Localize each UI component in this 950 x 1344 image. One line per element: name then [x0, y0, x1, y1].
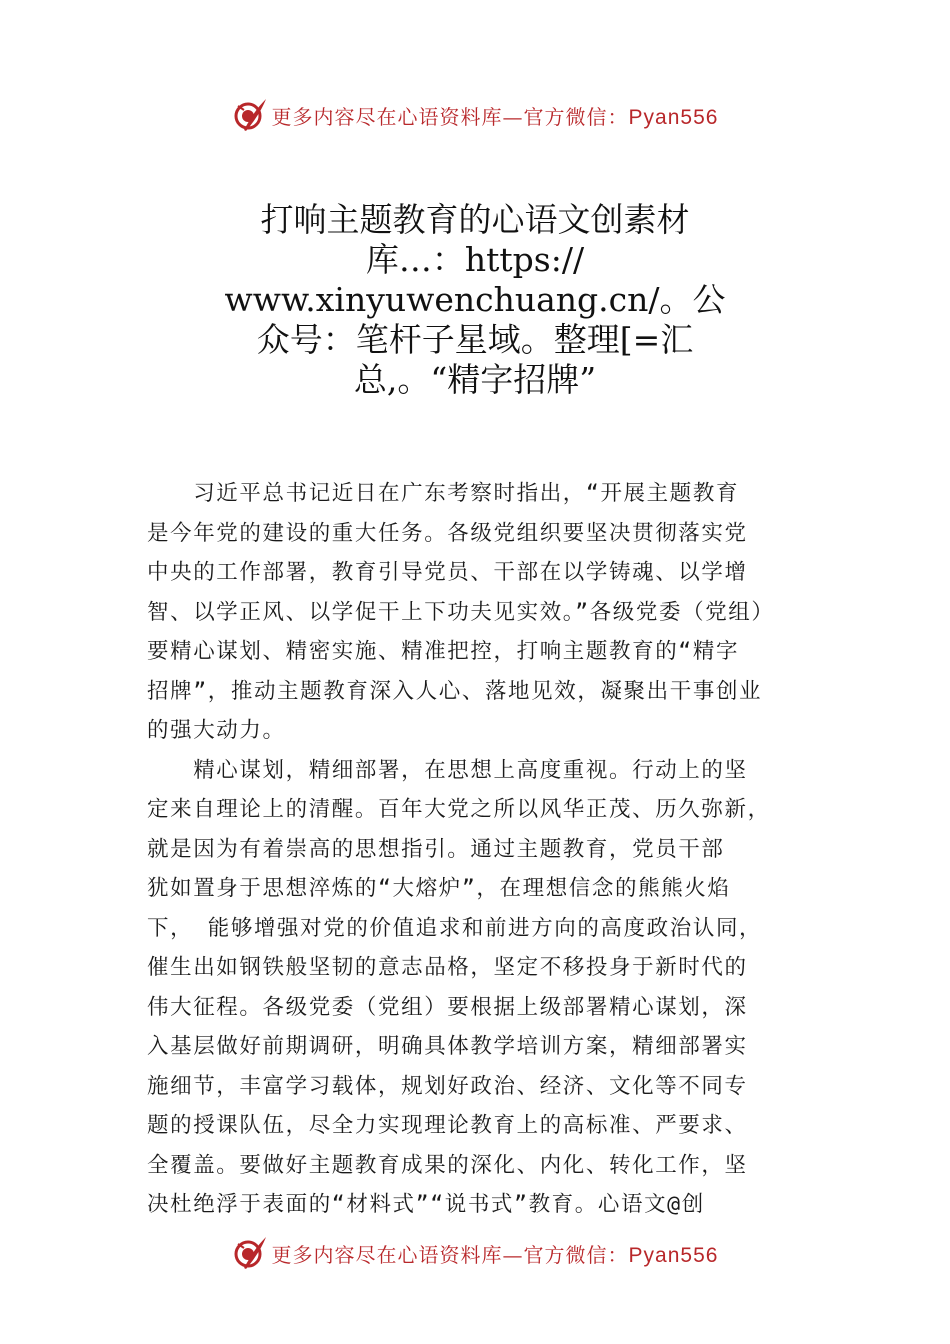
- footer-watermark-banner: [0, 1233, 950, 1273]
- title-line: 打响主题教育的心语文创素材: [260, 200, 690, 239]
- body-line: 全覆盖。要做好主题教育成果的深化、内化、转化工作，坚: [147, 1152, 748, 1178]
- body-line: 的强大动力。: [147, 718, 286, 743]
- body-line: 犹如置身于思想淬炼的“大熔炉”，在理想信念的熊熊火焰: [147, 876, 731, 901]
- body-line: 智、以学正风、以学促干上下功夫见实效。”各级党委（党组）: [147, 599, 775, 625]
- body-line: 就是因为有着崇高的思想指引。通过主题教育，党员干部: [147, 836, 725, 862]
- body-line: 下， 能够增强对党的价值追求和前进方向的高度政治认同，: [147, 915, 763, 941]
- banner-text: 更多内容尽在心语资料库—官方微信：Pyan556: [271, 1242, 719, 1267]
- body-line: 精心谋划，精细部署，在思想上高度重视。行动上的坚: [147, 757, 748, 783]
- body-line: 定来自理论上的清醒。百年大党之所以风华正茂、历久弥新，: [147, 797, 771, 822]
- title-line: 总,。“精字招牌”: [353, 360, 597, 399]
- body-line: 中央的工作部署，教育引导党员、干部在以学铸魂、以学增: [147, 560, 748, 585]
- banner-wechat-handle: Pyan556: [628, 105, 719, 129]
- quill-logo-icon: [232, 97, 268, 133]
- body-line: 要精心谋划、精密实施、精准把控，打响主题教育的“精字: [147, 639, 740, 664]
- title-line: 众号：笔杆子星域。整理[=汇: [256, 320, 694, 359]
- body-line: 题的授课队伍，尽全力实现理论教育上的高标准、严要求、: [147, 1113, 748, 1138]
- quill-logo-icon: [232, 1235, 268, 1271]
- document-title: [220, 200, 730, 400]
- banner-wechat-handle: Pyan556: [628, 1243, 719, 1267]
- body-line: 入基层做好前期调研，明确具体教学培训方案，精细部署实: [147, 1034, 748, 1059]
- title-line: www.xinyuwenchuang.cn/。公: [224, 280, 726, 319]
- body-line: 是今年党的建设的重大任务。各级党组织要坚决贯彻落实党: [147, 520, 748, 546]
- body-line: 习近平总书记近日在广东考察时指出，“开展主题教育: [147, 481, 740, 506]
- header-watermark-banner: [0, 95, 950, 135]
- body-line: 决杜绝浮于表面的“材料式”“说书式”教育。心语文@创: [147, 1192, 705, 1217]
- banner-text: 更多内容尽在心语资料库—官方微信：Pyan556: [271, 104, 719, 129]
- document-body: [147, 474, 817, 1225]
- body-line: 招牌”，推动主题教育深入人心、落地见效，凝聚出干事创业: [147, 678, 763, 704]
- title-line: 库…：https://: [365, 240, 585, 279]
- body-line: 催生出如钢铁般坚韧的意志品格，坚定不移投身于新时代的: [147, 955, 748, 980]
- body-line: 施细节，丰富学习载体，规划好政治、经济、文化等不同专: [147, 1073, 748, 1099]
- body-line: 伟大征程。各级党委（党组）要根据上级部署精心谋划，深: [147, 994, 748, 1020]
